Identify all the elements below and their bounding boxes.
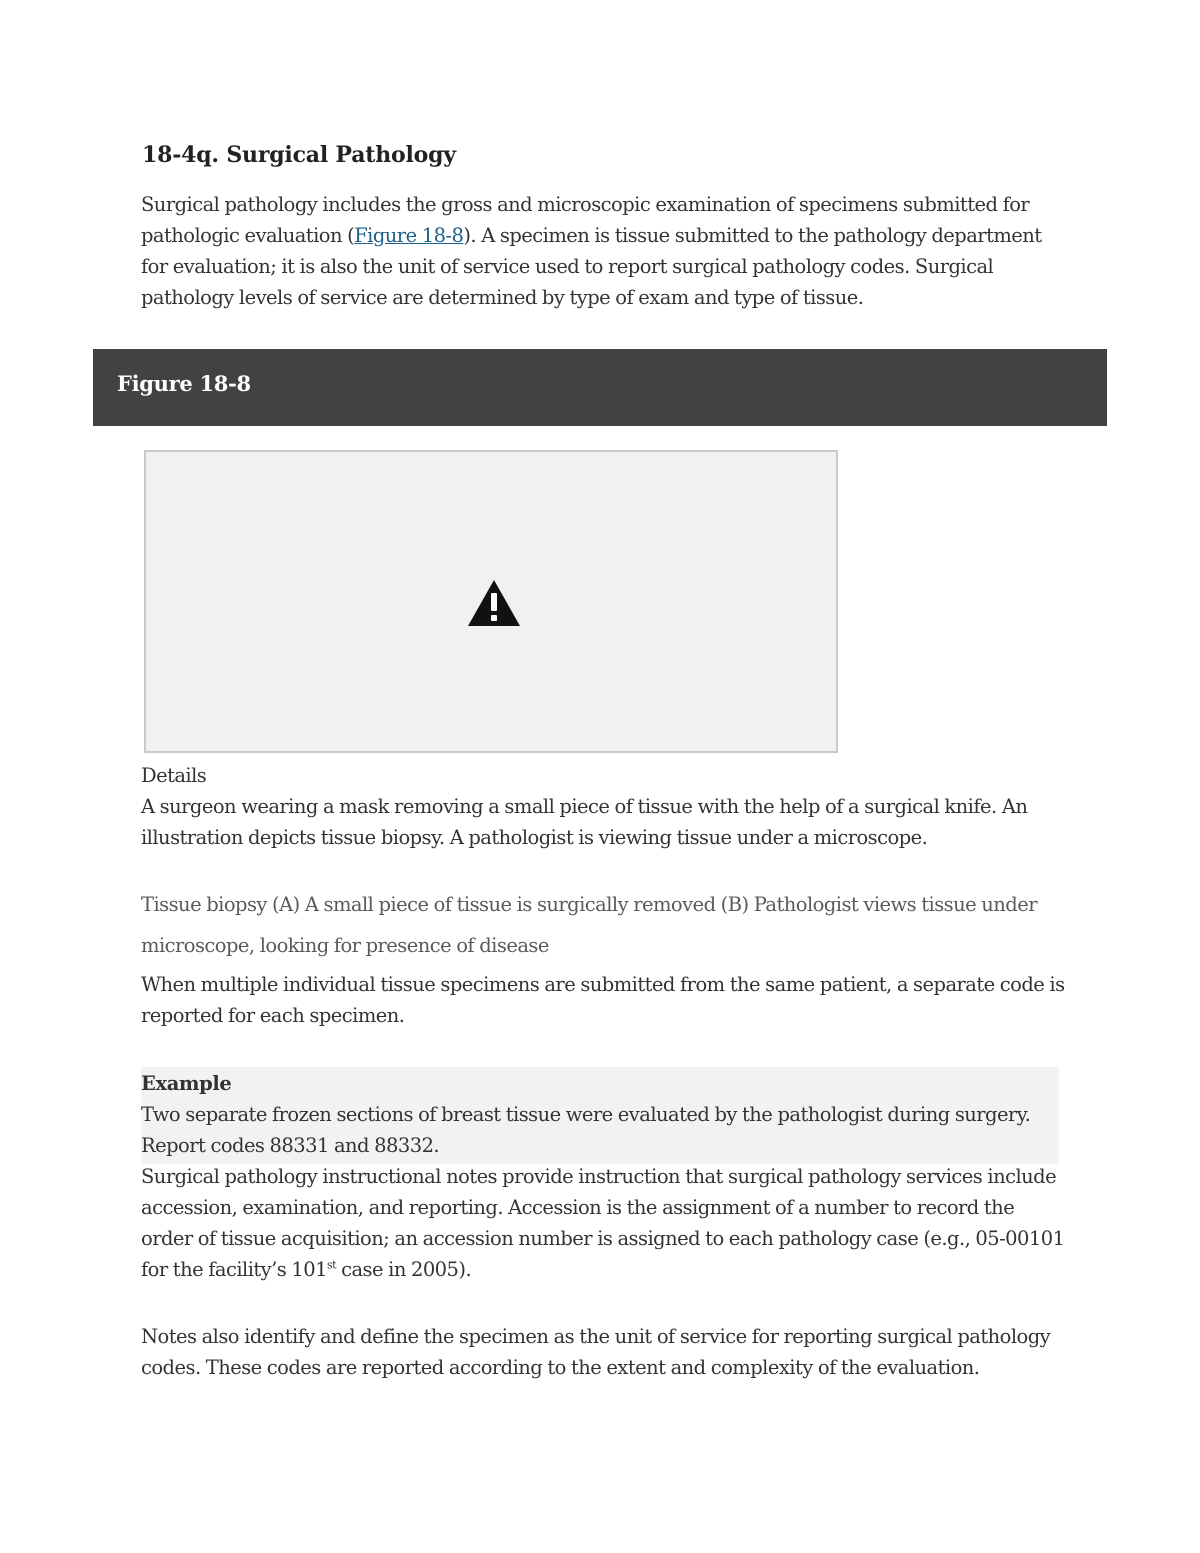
specimen-notes-paragraph: Notes also identify and define the specimen as the unit of service for reporting surgical pathology codes. These codes are reported according to the extent and complexity of the evaluation. <box>141 1325 1051 1379</box>
example-title: Example <box>141 1072 232 1095</box>
notes-text-end: case in 2005). <box>335 1258 472 1281</box>
details-label: Details <box>141 764 207 787</box>
figure-link[interactable]: Figure 18-8 <box>354 224 464 247</box>
instructional-notes-paragraph <box>141 1161 1066 1285</box>
details-text: A surgeon wearing a mask removing a small piece of tissue with the help of a surgical knife. An illustration depicts tissue biopsy. A pathologist is viewing tissue under a microscope. <box>141 795 1028 849</box>
warning-icon <box>466 578 522 628</box>
figure-image-placeholder <box>144 450 838 753</box>
example-box <box>141 1067 1059 1164</box>
figure-header-bar <box>93 349 1107 426</box>
intro-text-end: ). A specimen is tissue submitted to the pathology department for evaluation; it is also the unit of service used to report surgical pathology codes. Surgical pathology levels of service are determined by type of exam and type of tissue. <box>141 224 1042 309</box>
intro-text-start: Surgical pathology includes the gross and microscopic examination of specimens submitted for pathologic evaluation ( <box>141 193 1030 247</box>
figure-title: Figure 18-8 <box>117 371 251 396</box>
intro-paragraph <box>141 189 1066 313</box>
notes-text-start: Surgical pathology instructional notes provide instruction that surgical pathology services include accession, examination, and reporting. Accession is the assignment of a number to record the order of tissue acquisition; an accession number is assigned to each pathology case (e.g., 05-00101 for the facility’s 101 <box>141 1165 1065 1281</box>
section-heading: 18-4q. Surgical Pathology <box>142 142 456 168</box>
figure-caption: Tissue biopsy (A) A small piece of tissue is surgically removed (B) Pathologist views tissue under microscope, looking for presence of disease <box>141 893 1037 957</box>
ordinal-superscript: st <box>326 1258 336 1272</box>
multiple-specimens-paragraph: When multiple individual tissue specimens are submitted from the same patient, a separate code is reported for each specimen. <box>141 973 1065 1027</box>
example-text: Two separate frozen sections of breast tissue were evaluated by the pathologist during surgery. Report codes 88331 and 88332. <box>141 1103 1031 1157</box>
